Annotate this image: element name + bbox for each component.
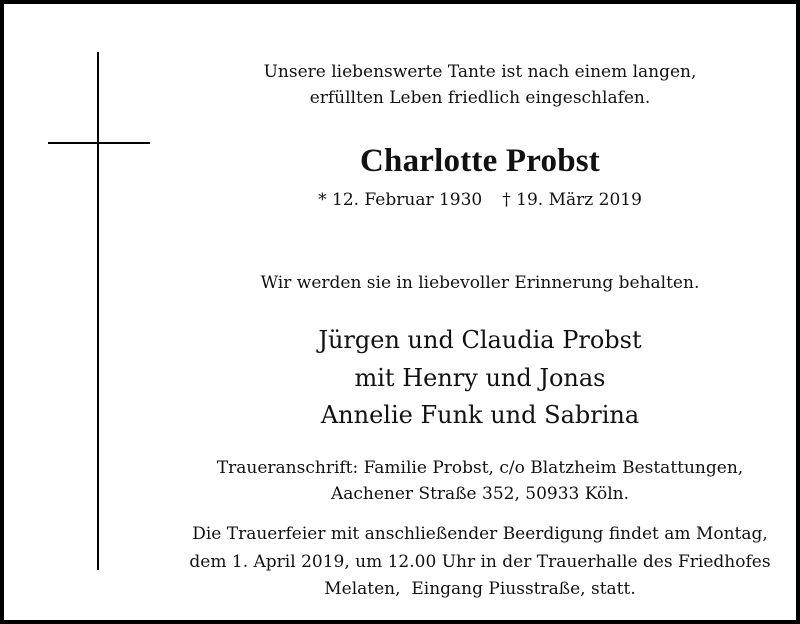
- funeral-line-3: Melaten, Eingang Piusstraße, statt.: [324, 579, 636, 599]
- intro-line-2: erfüllten Leben friedlich eingeschlafen.: [309, 88, 651, 108]
- address-line-1: Traueranschrift: Familie Probst, c/o Blatzheim Bestattungen,: [216, 458, 744, 478]
- death-date: † 19. März 2019: [502, 190, 642, 210]
- mourner-line-1: Jürgen und Claudia Probst: [318, 326, 642, 354]
- cross-vertical-bar: [97, 52, 99, 570]
- deceased-name: Charlotte Probst: [360, 143, 600, 179]
- birth-date: * 12. Februar 1930: [318, 190, 483, 210]
- mourner-line-2: mit Henry und Jonas: [354, 364, 606, 392]
- funeral-line-2: dem 1. April 2019, um 12.00 Uhr in der Trauerhalle des Friedhofes: [189, 552, 771, 572]
- memory-text: Wir werden sie in liebevoller Erinnerung behalten.: [260, 273, 700, 293]
- life-dates: [180, 190, 780, 210]
- address-line-2: Aachener Straße 352, 50933 Köln.: [330, 484, 630, 504]
- intro-line-1: Unsere liebenswerte Tante ist nach einem langen,: [263, 62, 697, 82]
- mourner-line-3: Annelie Funk und Sabrina: [320, 401, 640, 429]
- funeral-line-1: Die Trauerfeier mit anschließender Beerdigung findet am Montag,: [192, 524, 768, 544]
- cross-horizontal-bar: [48, 142, 150, 144]
